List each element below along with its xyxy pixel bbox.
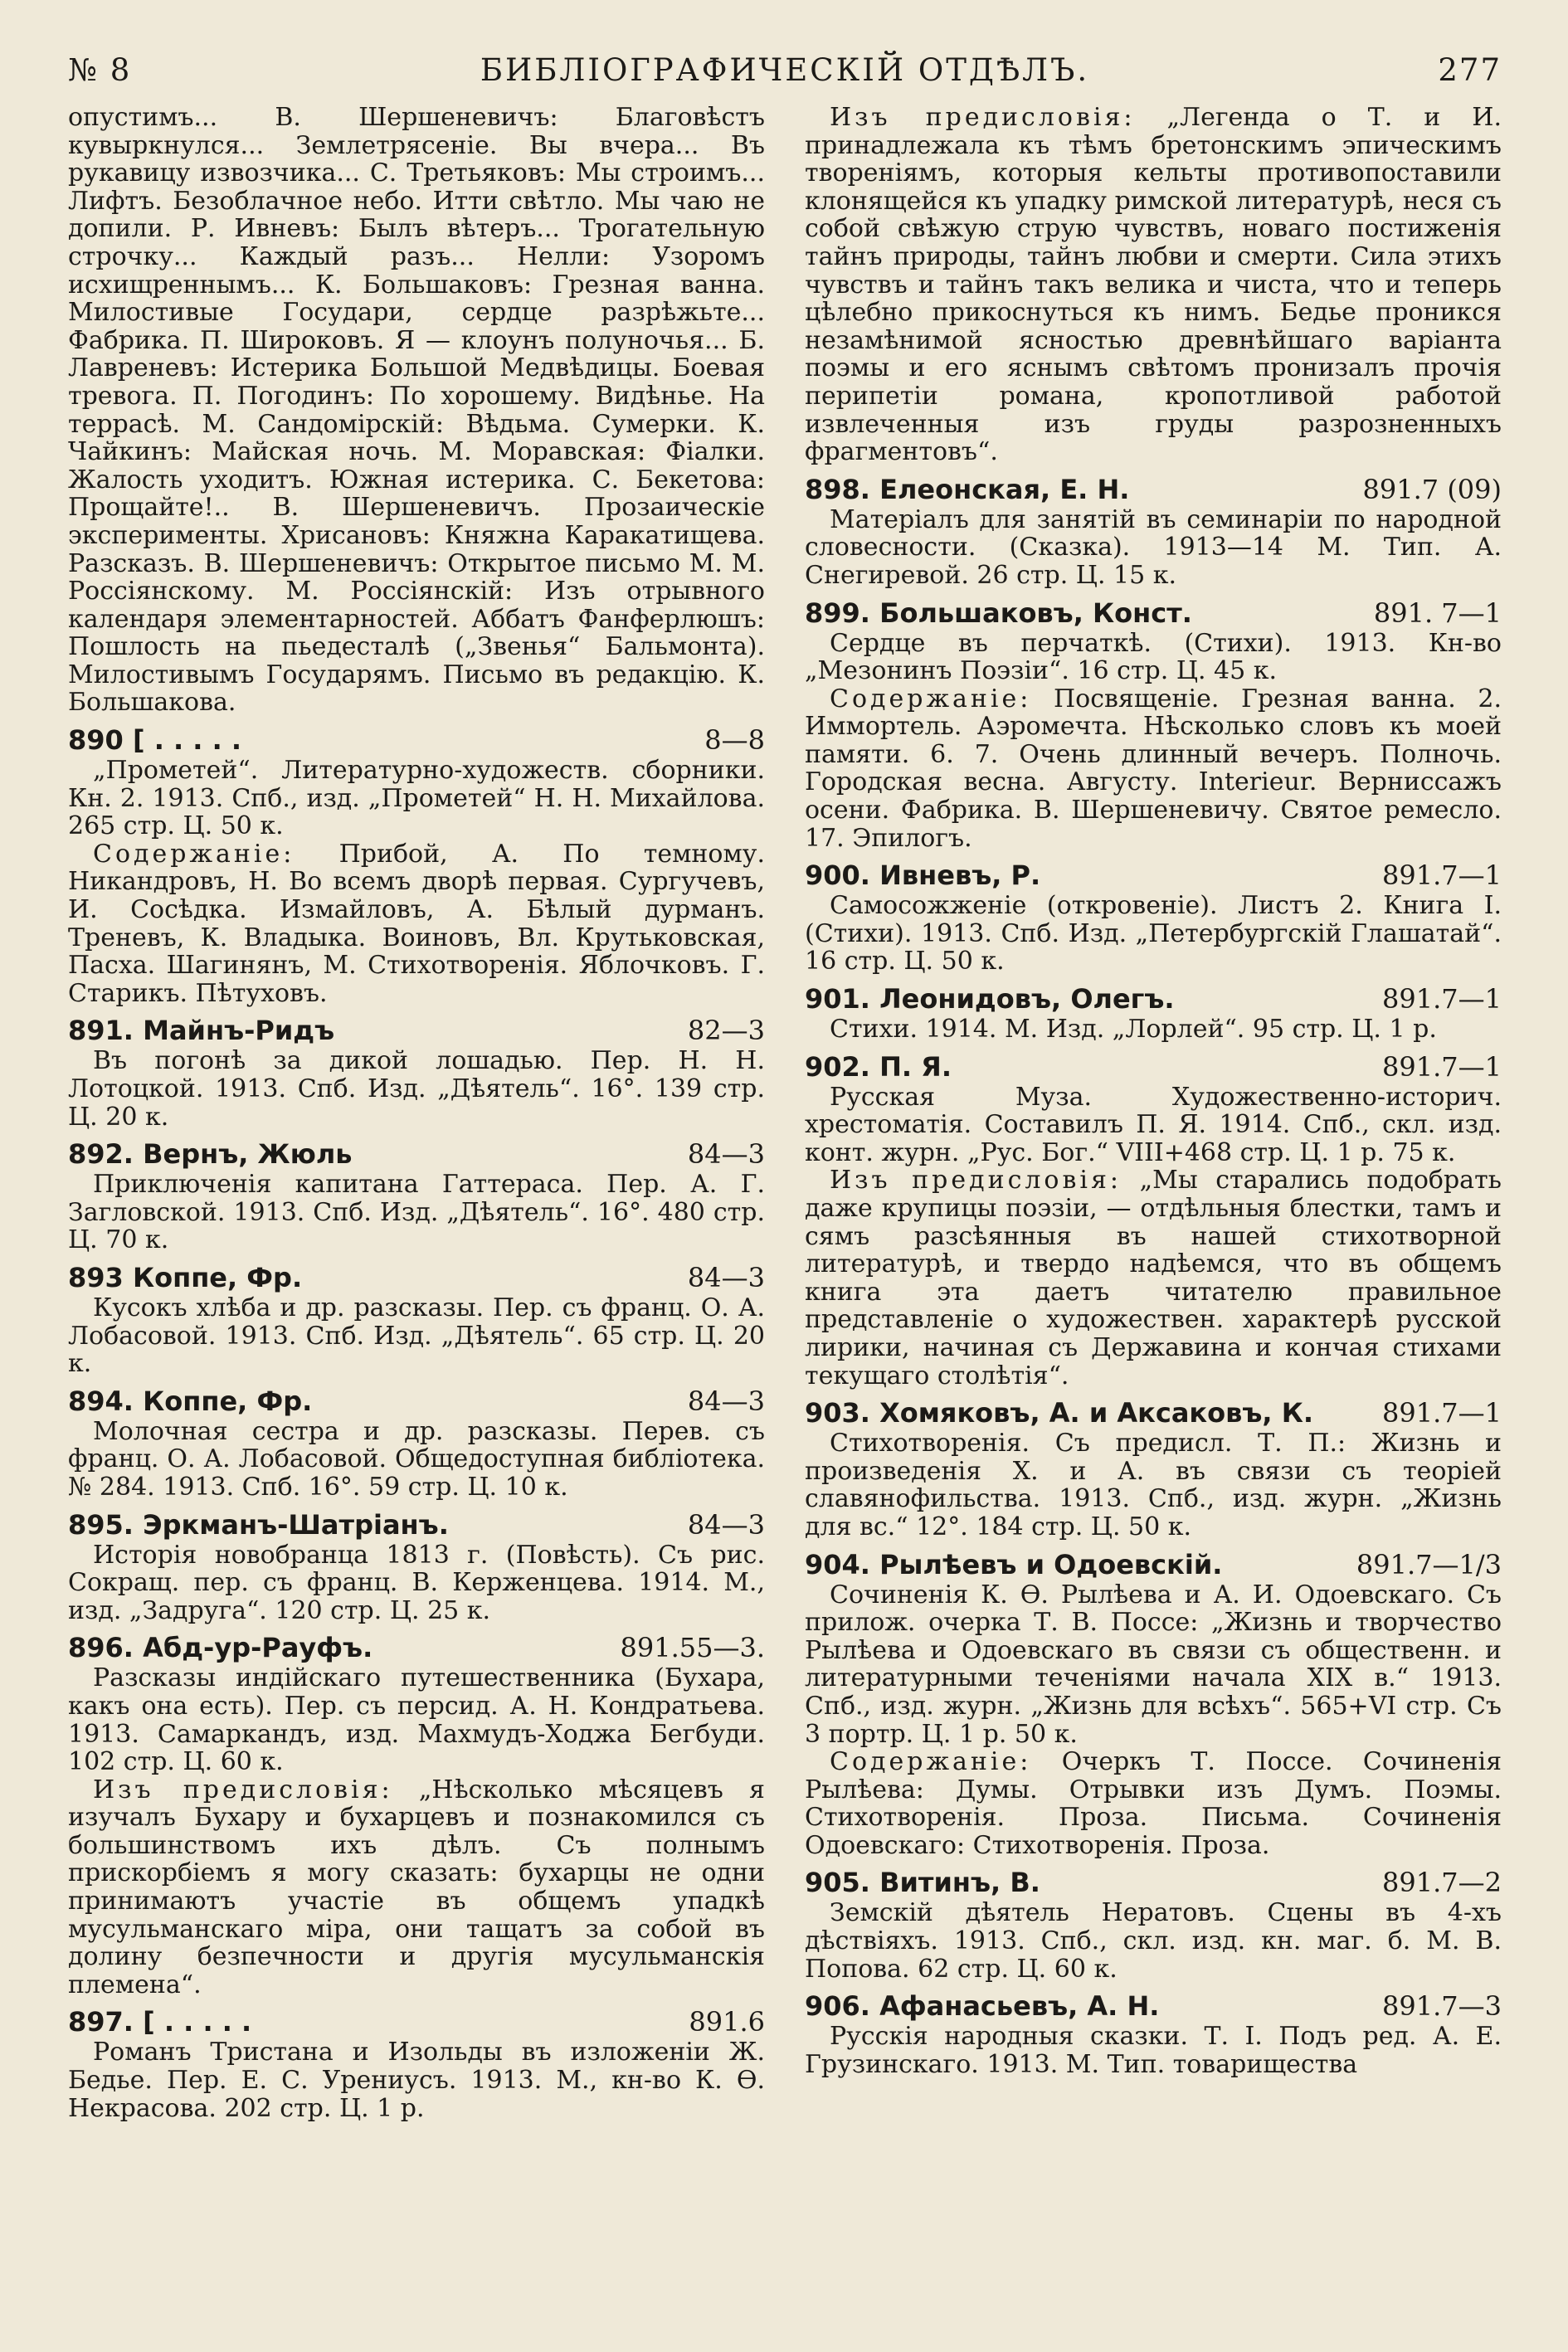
catalog-entry bbox=[68, 1261, 765, 1378]
right-intro-label: Изъ предисловія: bbox=[830, 103, 1136, 132]
entry-author: Елеонская, Е. Н. bbox=[879, 473, 1130, 505]
entry-author: Хомяковъ, А. и Аксаковъ, К. bbox=[879, 1397, 1314, 1429]
entry-title bbox=[68, 1261, 302, 1294]
entry-title bbox=[805, 1396, 1313, 1429]
entry-description: „Прометей“. Литературно-художеств. сборники. Кн. 2. 1913. Спб., изд. „Прометей“ Н. Н. Михайлова. 265 стр. Ц. 50 к. bbox=[68, 756, 765, 841]
entry-title bbox=[805, 1050, 952, 1083]
entry-description: Русскія народныя сказки. Т. I. Подъ ред. А. Е. Грузинскаго. 1913. М. Тип. товарищества bbox=[805, 2022, 1502, 2079]
entry-title bbox=[805, 473, 1129, 506]
entry-number: 900. bbox=[805, 859, 870, 892]
catalog-entry bbox=[805, 1866, 1502, 1983]
entry-number: 901. bbox=[805, 983, 870, 1015]
entry-heading bbox=[805, 597, 1502, 630]
entry-description: Матеріалъ для занятій въ семинаріи по народной словесности. (Сказка). 1913—14 М. Тип. А. Снегиревой. 26 стр. Ц. 15 к. bbox=[805, 504, 1502, 590]
entry-author: Ивневъ, Р. bbox=[879, 859, 1041, 892]
left-column bbox=[68, 104, 765, 2122]
entry-title bbox=[68, 1508, 449, 1541]
entry-heading bbox=[68, 1508, 765, 1541]
entry-note-label: Содержаніе: bbox=[93, 839, 295, 869]
entry-number: 894. bbox=[68, 1385, 134, 1417]
entry-title bbox=[68, 723, 241, 757]
entry-classification: 84—3 bbox=[687, 1138, 765, 1171]
entry-description: Разсказы индійскаго путешественника (Бухара, какъ она есть). Пер. съ персид. А. Н. Кондратьева. 1913. Самаркандъ, изд. Махмудъ-Ходжа Бегбуди. 102 стр. Ц. 60 к. bbox=[68, 1663, 765, 1777]
catalog-entry bbox=[68, 1508, 765, 1625]
entry-author: Большаковъ, Конст. bbox=[879, 597, 1192, 629]
entry-description: Кусокъ хлѣба и др. разсказы. Пер. съ франц. О. А. Лобасовой. 1913. Спб. Изд. „Дѣятель“. 65 стр. Ц. 20 к. bbox=[68, 1293, 765, 1379]
entry-classification: 891. 7—1 bbox=[1373, 597, 1502, 629]
right-intro bbox=[805, 104, 1502, 466]
entry-heading bbox=[68, 1014, 765, 1047]
entry-note-text: Прибой, А. По темному. Никандровъ, Н. Во всемъ дворѣ первая. Сургучевъ, И. Сосѣдка. Измайловъ, А. Бѣлый дурманъ. Треневъ, К. Владыка. Воиновъ, Вл. Крутьковская, Пасха. Шагинянъ, М. Стихотворенія. Яблочковъ. Г. Старикъ. Пѣтуховъ. bbox=[68, 839, 765, 1008]
entry-number: 890 bbox=[68, 724, 124, 757]
entry-note bbox=[805, 685, 1502, 853]
catalog-entry bbox=[805, 859, 1502, 976]
entry-classification: 891.7 (09) bbox=[1362, 473, 1502, 505]
entry-heading bbox=[805, 1866, 1502, 1899]
entry-number: 893 bbox=[68, 1261, 124, 1293]
entry-title bbox=[805, 1548, 1222, 1581]
entry-note-label: Изъ предисловія: bbox=[830, 1166, 1122, 1195]
entry-number: 898. bbox=[805, 473, 870, 505]
entry-title bbox=[68, 1385, 312, 1418]
entry-note bbox=[805, 1748, 1502, 1859]
entry-description: Сочиненія К. Ѳ. Рылѣева и А. И. Одоевскаго. Съ прилож. очерка Т. В. Поссе: „Жизнь и творчество Рылѣева и Одоевскаго въ связи съ общественн. и литературными теченіями начала XIX в.“ 1913. Спб., изд. журн. „Жизнь для всѣхъ“. 565+VI стр. Съ 3 портр. Ц. 1 р. 50 к. bbox=[805, 1580, 1502, 1749]
catalog-entry bbox=[68, 1014, 765, 1131]
right-column bbox=[805, 104, 1502, 2122]
entry-author: Коппе, Фр. bbox=[132, 1261, 303, 1293]
entry-number: 897. bbox=[68, 2006, 134, 2038]
catalog-entry bbox=[805, 1548, 1502, 1860]
entry-author: Майнъ-Ридъ bbox=[143, 1015, 335, 1047]
entry-number: 892. bbox=[68, 1138, 134, 1171]
entry-classification: 84—3 bbox=[687, 1261, 765, 1293]
entry-heading bbox=[805, 1548, 1502, 1581]
right-intro-text: „Легенда о Т. и И. принадлежала къ тѣмъ бретонскимъ эпическимъ твореніямъ, которыя кельты противопоставили клонящейся къ упадку римской литературѣ, неся съ собой свѣжую струю чувствъ, новаго постиженія тайнъ природы, тайнъ любви и смерти. Сила этихъ чувствъ и тайнъ такъ велика и чиста, что и теперь цѣлебно прикоснуться къ нимъ. Бедье проникся незамѣнимой ясностью древнѣйшаго варіанта поэмы и его яснымъ свѣтомъ пронизалъ прочія перипетіи романа, кропотливой работой извлеченныя изъ груды разрозненныхъ фрагментовъ“. bbox=[805, 103, 1502, 467]
entry-classification: 891.55—3. bbox=[620, 1632, 765, 1664]
entry-number: 902. bbox=[805, 1050, 870, 1083]
entry-note-label: Изъ предисловія: bbox=[93, 1775, 393, 1804]
entry-author: Абд-ур-Рауфъ. bbox=[143, 1632, 373, 1664]
entry-heading bbox=[68, 1385, 765, 1418]
entry-title bbox=[805, 982, 1175, 1015]
entry-note-text: Посвященіе. Грезная ванна. 2. Иммортель. Аэромечта. Нѣсколько словъ къ моей памяти. 6. 7. Очень длинный вечеръ. Полночь. Городская весна. Августу. Interieur. Вернисcажъ осени. Фабрика. В. Шершеневичу. Святое ремесло. 17. Эпилогъ. bbox=[805, 684, 1502, 853]
entry-number: 899. bbox=[805, 597, 870, 629]
page-header bbox=[68, 46, 1502, 104]
catalog-entry bbox=[805, 982, 1502, 1044]
entry-description: Романъ Тристана и Изольды въ изложеніи Ж. Бедье. Пер. Е. С. Урениусъ. 1913. М., кн-во К. Ѳ. Некрасова. 202 стр. Ц. 1 р. bbox=[68, 2038, 765, 2123]
entry-title bbox=[68, 1631, 373, 1664]
catalog-entry bbox=[805, 1989, 1502, 2078]
catalog-entry bbox=[805, 1396, 1502, 1541]
entry-number: 891. bbox=[68, 1015, 134, 1047]
entry-author: Эркманъ-Шатріанъ. bbox=[143, 1508, 449, 1541]
catalog-entry bbox=[68, 1631, 765, 1999]
entry-description: Русская Муза. Художественно-историч. хрестоматія. Составилъ П. Я. 1914. Спб., скл. изд. конт. журн. „Рус. Бог.“ VIII+468 стр. Ц. 1 р. 75 к. bbox=[805, 1082, 1502, 1167]
entry-heading bbox=[68, 1261, 765, 1294]
entry-heading bbox=[805, 1050, 1502, 1083]
entry-classification: 891.7—2 bbox=[1382, 1867, 1502, 1899]
entry-note-text: „Мы старались подобрать даже крупицы поэзіи, — отдѣльныя блестки, тамъ и сямъ разсѣянныя въ нашей стихотворной литературѣ, и твердо надѣемся, что въ общемъ книга эта даетъ читателю правильное представленіе о художествен. характерѣ русской лирики, начиная съ Державина и кончая стихами текущаго столѣтія“. bbox=[805, 1166, 1502, 1390]
entry-number: 904. bbox=[805, 1548, 870, 1580]
entry-heading bbox=[68, 1137, 765, 1171]
entry-title bbox=[68, 1137, 353, 1171]
entry-author: П. Я. bbox=[879, 1050, 952, 1083]
entry-heading bbox=[68, 1631, 765, 1664]
entry-note-text: Очеркъ Т. Поссе. Сочиненія Рылѣева: Думы. Отрывки изъ Думъ. Поэмы. Стихотворенія. Проза. Письма. Сочиненія Одоевскаго: Стихотворенія. Проза. bbox=[805, 1747, 1502, 1860]
entry-title bbox=[805, 1989, 1159, 2023]
entry-title bbox=[805, 597, 1192, 630]
entry-description: Стихи. 1914. М. Изд. „Лорлей“. 95 стр. Ц. 1 р. bbox=[830, 1015, 1437, 1045]
entry-classification: 82—3 bbox=[687, 1015, 765, 1047]
entry-heading bbox=[805, 859, 1502, 892]
entry-description: Сердце въ перчаткѣ. (Стихи). 1913. Кн-во „Мезонинъ Поэзіи“. 16 стр. Ц. 45 к. bbox=[805, 628, 1502, 686]
entry-classification: 891.7—1 bbox=[1382, 983, 1502, 1015]
entry-description: Земскій дѣятель Нератовъ. Сцены въ 4-хъ дѣствіяхъ. 1913. Спб., скл. изд. кн. маг. б. М. В. Попова. 62 стр. Ц. 60 к. bbox=[805, 1898, 1502, 1984]
entry-description: Самосожженіе (откровеніе). Листъ 2. Книга I. (Стихи). 1913. Спб. Изд. „Петербургскій Глашатай“. 16 стр. Ц. 50 к. bbox=[805, 891, 1502, 976]
entry-description: Молочная сестра и др. разсказы. Перев. съ франц. О. А. Лобасовой. Общедоступная библіотека. № 284. 1913. Спб. 16°. 59 стр. Ц. 10 к. bbox=[68, 1416, 765, 1502]
entry-author: Рылѣевъ и Одоевскій. bbox=[879, 1548, 1223, 1580]
entry-author: [ . . . . . bbox=[132, 724, 242, 757]
section-title: БИБЛІОГРАФИЧЕСКІЙ ОТДѢЛЪ. bbox=[480, 52, 1090, 88]
entry-number: 903. bbox=[805, 1397, 870, 1429]
entry-title bbox=[805, 859, 1040, 892]
entry-description: Въ погонѣ за дикой лошадью. Пер. Н. Н. Лотоцкой. 1913. Спб. Изд. „Дѣятель“. 16°. 139 стр. Ц. 20 к. bbox=[68, 1046, 765, 1132]
entry-note-text: „Нѣсколько мѣсяцевъ я изучалъ Бухару и бухарцевъ и познакомился съ большинствомъ ихъ дѣлъ. Съ полнымъ прискорбіемъ я могу сказать: бухарцы не одни принимаютъ участіе въ общемъ упадкѣ мусульманскаго міра, они тащатъ за собой въ долину безпечности и другія мусульманскія племена“. bbox=[68, 1775, 765, 1999]
columns bbox=[68, 104, 1502, 2122]
entry-author: [ . . . . . bbox=[143, 2006, 252, 2038]
entry-number: 896. bbox=[68, 1632, 134, 1664]
catalog-entry bbox=[805, 1050, 1502, 1390]
catalog-entry bbox=[805, 473, 1502, 590]
entry-author: Вернъ, Жюль bbox=[143, 1138, 353, 1171]
catalog-entry bbox=[68, 723, 765, 1007]
entry-author: Витинъ, В. bbox=[879, 1867, 1040, 1899]
catalog-entry bbox=[68, 2005, 765, 2122]
entry-heading bbox=[68, 723, 765, 757]
entry-classification: 891.7—1 bbox=[1382, 1397, 1502, 1429]
entry-note bbox=[68, 1776, 765, 1999]
entry-title bbox=[805, 1866, 1040, 1899]
issue-number: № 8 bbox=[68, 52, 132, 88]
entry-description: Исторія новобранца 1813 г. (Повѣсть). Съ рис. Сокращ. пер. съ франц. В. Керженцева. 1914. М., изд. „Задруга“. 120 стр. Ц. 25 к. bbox=[68, 1540, 765, 1625]
entry-classification: 891.7—1 bbox=[1382, 1050, 1502, 1083]
entry-number: 906. bbox=[805, 1990, 870, 2023]
entry-title bbox=[68, 1014, 334, 1047]
entry-classification: 891.7—1 bbox=[1382, 859, 1502, 892]
entry-heading bbox=[805, 1989, 1502, 2023]
entry-number: 895. bbox=[68, 1508, 134, 1541]
entry-description: Стихотворенія. Съ предисл. Т. П.: Жизнь и произведенія Х. и А. въ связи съ теоріей славянофильства. 1913. Спб., изд. журн. „Жизнь для вс.“ 12°. 184 стр. Ц. 50 к. bbox=[805, 1429, 1502, 1541]
entry-author: Коппе, Фр. bbox=[143, 1385, 313, 1417]
entry-description: Приключенія капитана Гаттераса. Пер. А. Г. Загловской. 1913. Спб. Изд. „Дѣятель“. 16°. 480 стр. Ц. 70 к. bbox=[68, 1170, 765, 1255]
entry-heading bbox=[68, 2005, 765, 2038]
entry-title bbox=[68, 2005, 251, 2038]
entry-author: Леонидовъ, Олегъ. bbox=[879, 983, 1175, 1015]
entry-classification: 8—8 bbox=[704, 724, 765, 757]
entry-note bbox=[805, 1166, 1502, 1390]
entry-classification: 84—3 bbox=[687, 1385, 765, 1417]
entry-note-label: Содержаніе: bbox=[830, 1747, 1032, 1777]
entry-heading bbox=[805, 982, 1502, 1015]
catalog-entry bbox=[68, 1137, 765, 1254]
entry-classification: 84—3 bbox=[687, 1508, 765, 1541]
entry-classification: 891.7—3 bbox=[1382, 1990, 1502, 2023]
entry-classification: 891.6 bbox=[689, 2006, 765, 2038]
entry-heading bbox=[805, 473, 1502, 506]
page-number: 277 bbox=[1438, 52, 1502, 88]
entry-heading bbox=[805, 1396, 1502, 1429]
entry-author: Афанасьевъ, А. Н. bbox=[879, 1990, 1160, 2023]
entry-classification: 891.7—1/3 bbox=[1356, 1548, 1502, 1580]
entry-note bbox=[68, 840, 765, 1008]
catalog-entry bbox=[805, 597, 1502, 853]
left-intro-text: опустимъ... В. Шершеневичъ: Благовѣстъ кувыркнулся... Землетрясеніе. Вы вчера... Въ рукавицу извозчика... С. Третьяковъ: Мы строимъ... Лифтъ. Безоблачное небо. Итти свѣтло. Мы чаю не допили. Р. Ивневъ: Былъ вѣтеръ... Трогательную строчку... Каждый разъ... Нелли: Узоромъ исхищреннымъ... К. Большаковъ: Грезная ванна. Милостивые Государи, сердце разрѣжьте... Фабрика. П. Широковъ. Я — клоунъ полуночья... Б. Лавреневъ: Истерика Большой Медвѣдицы. Боевая тревога. П. Погодинъ: По хорошему. Видѣнье. На террасѣ. М. Сандомірскій: Вѣдьма. Сумерки. К. Чайкинъ: Майская ночь. М. Моравская: Фіалки. Жалость уходитъ. Южная истерика. С. Бекетова: Прощайте!.. В. Шершеневичъ. Прозаическіе эксперименты. Хрисановъ: Княжна Каракатищева. Разсказъ. В. Шершеневичъ: Открытое письмо М. М. Россіянскому. М. Россіянскій: Изъ отрывного календаря элементарностей. Аббатъ Фанферлюшъ: Пошлость на пьедесталѣ („Звенья“ Бальмонта). Милостивымъ Государямъ. Письмо въ редакцію. К. Большакова. bbox=[68, 103, 765, 718]
entry-number: 905. bbox=[805, 1867, 870, 1899]
entry-note-label: Содержаніе: bbox=[830, 684, 1032, 713]
catalog-entry bbox=[68, 1385, 765, 1502]
